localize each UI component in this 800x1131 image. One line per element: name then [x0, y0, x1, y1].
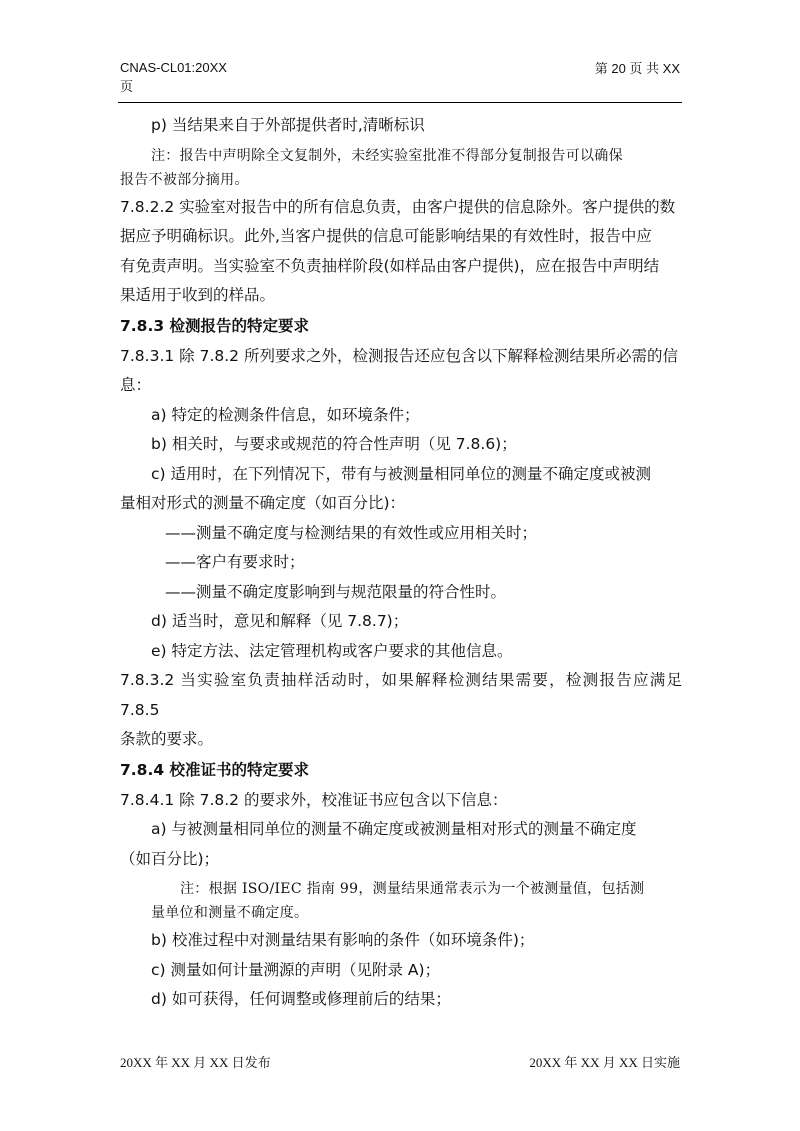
dash-item: ——测量不确定度与检测结果的有效性或应用相关时；	[165, 523, 538, 542]
note-partial-copy	[120, 144, 682, 192]
clause-7832-line: 条款的要求。	[120, 730, 214, 748]
cal-item-d: d) 如可获得，任何调整或修理前后的结果；	[151, 990, 451, 1008]
clause-7831-line: 7.8.3.1 除 7.8.2 所列要求之外，检测报告还应包含以下解释检测结果所必需的信	[120, 346, 678, 365]
list-item-p: p) 当结果来自于外部提供者时,清晰标识	[151, 116, 425, 134]
dash-item: ——客户有要求时；	[165, 553, 305, 571]
clause-7822-line: 果适用于收到的样品。	[120, 286, 276, 304]
list-item-e: e) 特定方法、法定管理机构或客户要求的其他信息。	[151, 641, 513, 660]
note-line: 注：报告中声明除全文复制外，未经实验室批准不得部分复制报告可以确保	[151, 147, 623, 164]
section-heading-784: 7.8.4 校准证书的特定要求	[120, 760, 310, 779]
document-body	[120, 111, 682, 1015]
clause-7832-line: 7.8.3.2 当实验室负责抽样活动时，如果解释检测结果需要，检测报告应满足 7.8.5	[120, 671, 682, 719]
clause-7841: 7.8.4.1 除 7.8.2 的要求外，校准证书应包含以下信息：	[120, 790, 508, 809]
doc-code: CNAS-CL01:20XX	[120, 60, 227, 75]
cal-item-c: c) 测量如何计量溯源的声明（见附录 A)；	[151, 960, 441, 979]
note-line: 量单位和测量不确定度。	[151, 905, 309, 921]
cal-item-b: b) 校准过程中对测量结果有影响的条件（如环境条件)；	[151, 931, 535, 949]
list-item-d: d) 适当时，意见和解释（见 7.8.7)；	[151, 612, 409, 630]
dash-item: ——测量不确定度影响到与规范限量的符合性时。	[165, 582, 507, 601]
list-item-c-continued: 量相对形式的测量不确定度（如百分比)：	[120, 494, 406, 512]
header-doc-code	[120, 58, 227, 96]
cal-item-a: a) 与被测量相同单位的测量不确定度或被测量相对形式的测量不确定度	[151, 820, 637, 838]
note-line: 注：根据 ISO/IEC 指南 99，测量结果通常表示为一个被测量值，包括测	[180, 881, 645, 897]
list-item-b: b) 相关时，与要求或规范的符合性声明（见 7.8.6)；	[151, 435, 517, 453]
page-label-continuation: 页	[120, 79, 134, 94]
section-heading-783: 7.8.3 检测报告的特定要求	[120, 316, 310, 335]
header-page-number: 第 20 页 共 XX	[594, 61, 680, 76]
footer-issue-date: 20XX 年 XX 月 XX 日发布	[120, 1055, 271, 1070]
list-item-a: a) 特定的检测条件信息，如环境条件；	[151, 405, 420, 424]
cal-item-a-continued: （如百分比)；	[120, 849, 220, 868]
header-divider	[118, 102, 682, 103]
clause-7822-line: 据应予明确标识。此外,当客户提供的信息可能影响结果的有效性时，报告中应	[120, 227, 652, 245]
footer-effective-date: 20XX 年 XX 月 XX 日实施	[529, 1055, 680, 1070]
list-item-c: c) 适用时，在下列情况下，带有与被测量相同单位的测量不确定度或被测	[151, 464, 651, 483]
clause-7822-line: 7.8.2.2 实验室对报告中的所有信息负责，由客户提供的信息除外。客户提供的数	[120, 197, 676, 216]
clause-7831-line: 息：	[120, 376, 152, 394]
clause-7822-line: 有免责声明。当实验室不负责抽样阶段(如样品由客户提供)，应在报告中声明结	[120, 256, 660, 275]
note-line: 报告不被部分摘用。	[120, 171, 249, 188]
note-measurement-result	[120, 877, 682, 925]
